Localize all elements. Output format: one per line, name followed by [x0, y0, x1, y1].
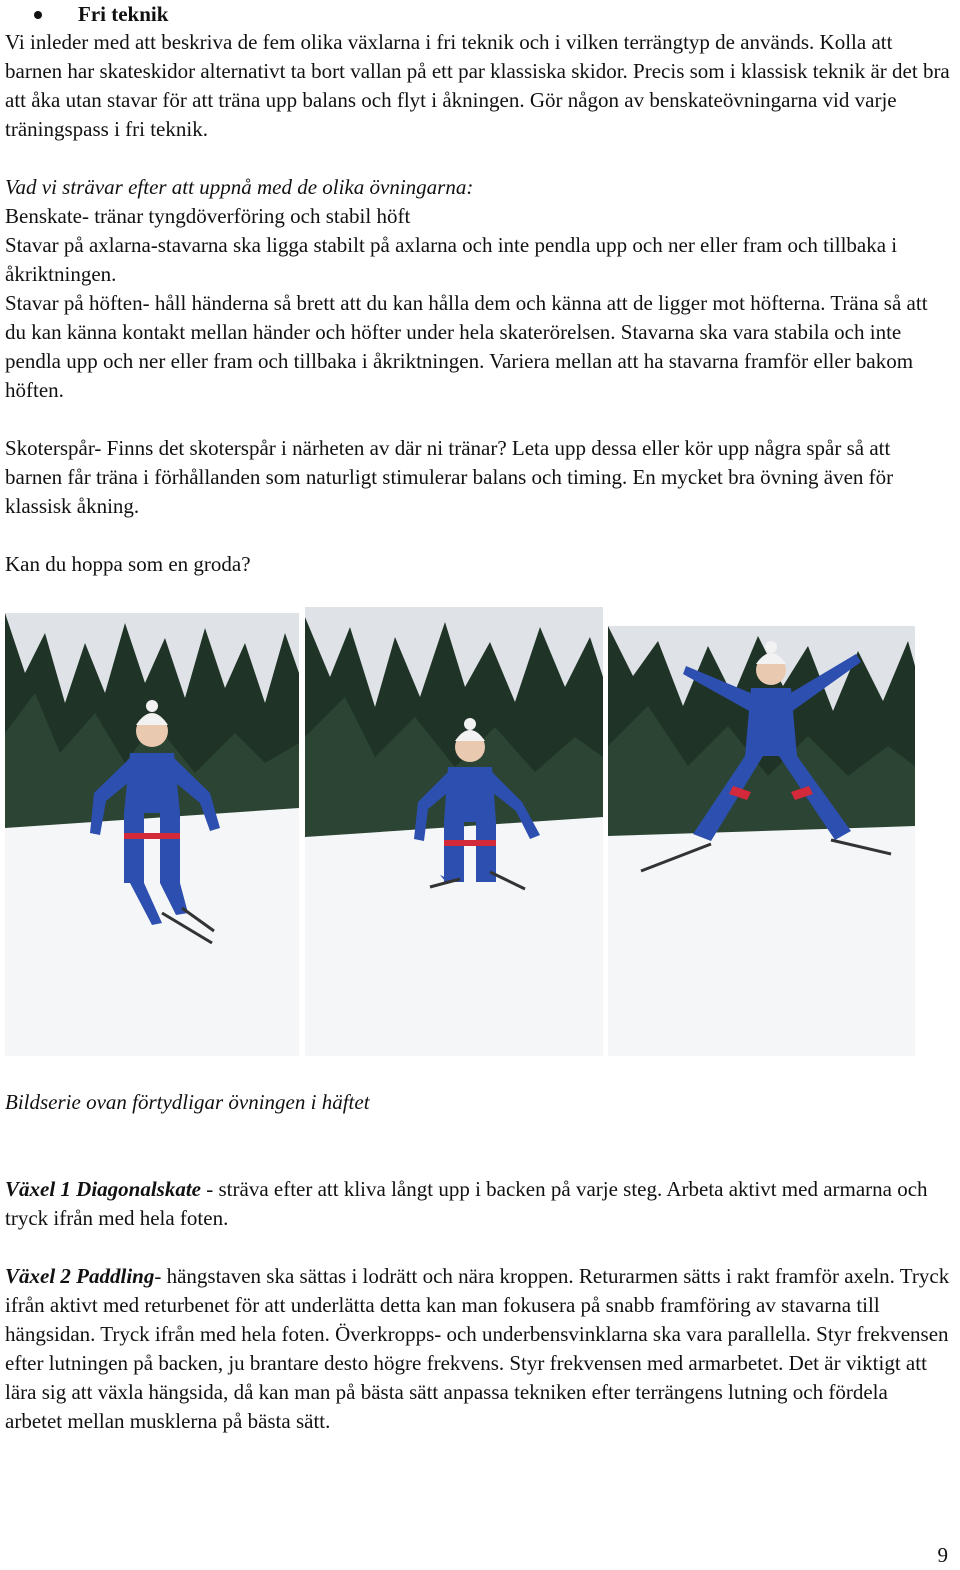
photo-skier-3 [608, 626, 915, 1056]
goal-item: Benskate- tränar tyngdöverföring och stabil höft [5, 204, 411, 228]
scooter-paragraph: Skoterspår- Finns det skoterspår i närheten av där ni tränar? Leta upp dessa eller kör upp några spår så att barnen får träna i förhållanden som naturligt stimulerar balans och timing. En mycket bra övning även för klassisk åkning. [5, 436, 894, 518]
goals-section [5, 173, 950, 405]
gear1-text: - sträva efter att kliva långt upp i backen på varje steg. Arbeta aktivt med armarna och tryck ifrån med hela foten. [5, 1177, 928, 1230]
gear2-paragraph [5, 1262, 950, 1436]
gear2-text: - hängstaven ska sättas i lodrätt och nära kroppen. Returarmen sätts i rakt framför axeln. Tryck ifrån aktivt med returbenet för att underlätta detta kan man fokusera på snabb framföring av stavarna till hängsidan. Tryck ifrån med hela foten. Överkropps- och underbensvinklarna ska vara parallella. Styr frekvensen efter lutningen på backen, ju brantare desto högre frekvens. Styr frekvensen med armarbetet. Det är viktigt att lära sig att växla hängsida, då kan man på bästa sätt anpassa tekniken efter terrängens lutning och fördela arbetet mellan musklerna på bästa sätt. [5, 1264, 950, 1433]
page-number: 9 [937, 1543, 948, 1567]
intro-paragraph: Vi inleder med att beskriva de fem olika växlarna i fri teknik och i vilken terrängtyp de används. Kolla att barnen har skateskidor alternativt ta bort vallan på ett par klassiska skidor. Precis som i klassisk teknik är det bra att åka utan stavar för att träna upp balans och flyt i åkningen. Gör någon av benskateövningarna vid varje träningspass i fri teknik. [5, 30, 950, 141]
photo-caption: Bildserie ovan förtydligar övningen i häftet [5, 1090, 370, 1114]
bullet-icon [34, 11, 42, 19]
gear1-title: Växel 1 Diagonalskate [5, 1177, 202, 1201]
photo-skier-2 [305, 607, 603, 1056]
frog-question: Kan du hoppa som en groda? [5, 552, 251, 576]
gear1-paragraph [5, 1175, 950, 1233]
photo-skier-1 [5, 613, 299, 1056]
section-heading-text: Fri teknik [78, 2, 169, 26]
goal-item: Stavar på axlarna-stavarna ska ligga stabilt på axlarna och inte pendla upp och ner eller fram och tillbaka i åkriktningen. [5, 233, 898, 286]
goal-item: Stavar på höften- håll händerna så brett att du kan hålla dem och känna att de ligger mot höfterna. Träna så att du kan känna kontakt mellan händer och höfter under hela skaterörelsen. Stavarna ska vara stabila och inte pendla upp och ner eller fram och tillbaka i åkriktningen. Variera mellan att ha stavarna framför eller bakom höften. [5, 291, 928, 402]
section-heading [30, 0, 960, 29]
gear2-title: Växel 2 Paddling [5, 1264, 155, 1288]
goals-title: Vad vi strävar efter att uppnå med de olika övningarna: [5, 175, 474, 199]
